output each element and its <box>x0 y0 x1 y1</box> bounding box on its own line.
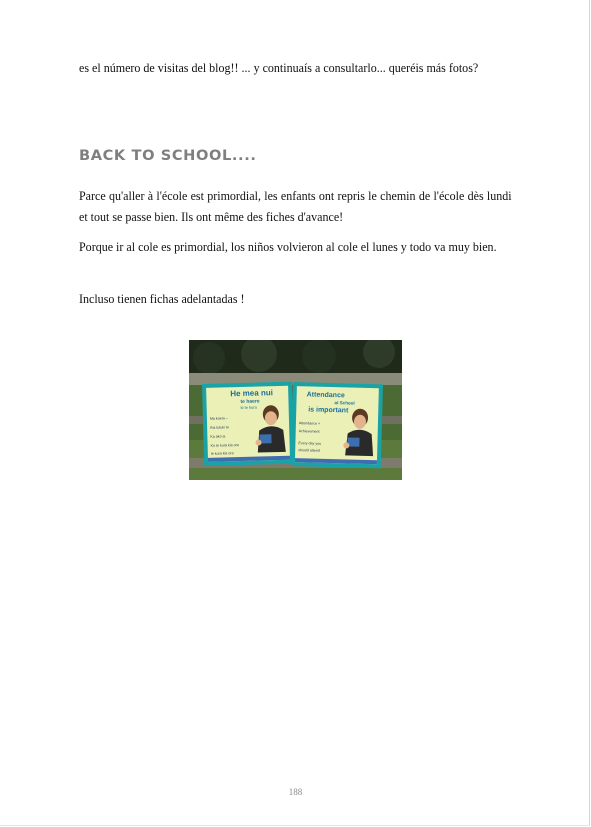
poster-left-line2: te haere <box>240 398 260 405</box>
poster-right <box>291 382 383 468</box>
poster-right-line2: at School <box>334 400 355 406</box>
poster-right-body-1: Achievement <box>298 429 320 434</box>
poster-right-body-3: should attend <box>298 448 320 453</box>
paragraph-spanish-2: Incluso tienen fichas adelantadas ! <box>79 292 245 306</box>
paragraph-spanish-1: Porque ir al cole es primordial, los niños volvieron al cole el lunes y todo va muy bien. <box>79 240 497 254</box>
poster-left-body-1: Kia tutuki te <box>210 425 229 430</box>
poster-left-body-0: Ma koero – <box>209 416 228 421</box>
photo-illustration <box>189 340 402 480</box>
poster-left-body-2: Ka ako ia <box>210 434 226 439</box>
poster-left <box>202 382 294 466</box>
poster-left-body-3: Ko te kura kia ora <box>210 443 239 448</box>
poster-right-line3: is important <box>308 406 349 415</box>
poster-right-body-2: Every day you <box>298 441 322 446</box>
school-posters-photo <box>189 340 402 480</box>
poster-right-line1: Attendance <box>306 391 345 400</box>
paragraph-french: Parce qu'aller à l'école est primordial, les enfants ont repris le chemin de l'école dès lundi et tout se passe bien. Ils ont même des fiches d'avance! <box>79 189 512 224</box>
paragraph-intro: es el número de visitas del blog!! ... y continuaís a consultarlo... queréis más fotos? <box>79 61 479 75</box>
section-heading: BACK TO SCHOOL.... <box>79 147 257 164</box>
poster-left-line3: ki te kura <box>240 404 257 410</box>
poster-left-line1: He mea nui <box>230 388 274 399</box>
poster-left-body-4: te kura kia ora <box>210 451 234 456</box>
poster-right-body-0: Attendance = <box>298 421 321 426</box>
page-number: 188 <box>288 787 303 797</box>
